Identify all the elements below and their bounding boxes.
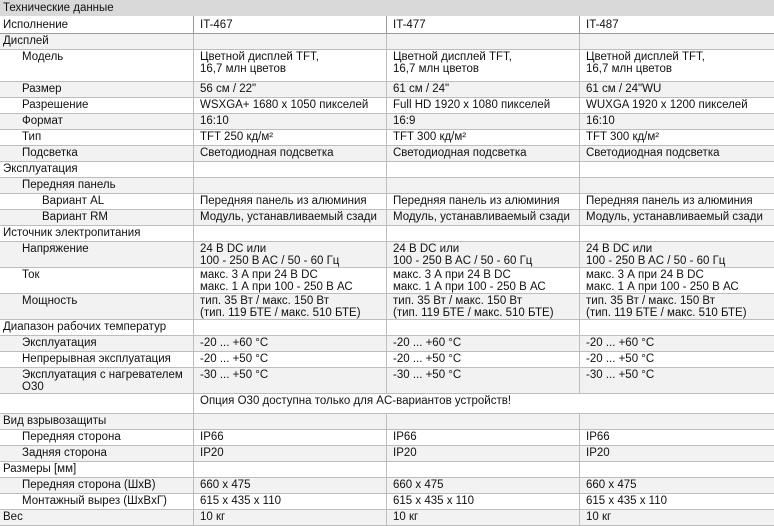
row-label: Эксплуатация: [0, 336, 194, 351]
row-value: макс. 3 А при 24 В DC макс. 1 А при 100 - 250 В АС: [586, 269, 739, 293]
row-value: IP66: [387, 430, 580, 445]
table-row: [0, 114, 774, 130]
table-row: [0, 146, 774, 162]
row-value: IP20: [586, 447, 610, 459]
row-label: Ток: [0, 268, 194, 293]
table-row: [0, 352, 774, 368]
row-label: Мощность: [0, 294, 194, 319]
row-value: 24 B DC или 100 - 250 B AC / 50 - 60 Гц: [586, 243, 726, 267]
row-label: Задняя сторона: [0, 446, 194, 461]
row-value: IP20: [194, 446, 387, 461]
row-value: [580, 414, 774, 429]
row-value: [387, 414, 580, 429]
row-value: [580, 320, 774, 335]
table-row: [0, 82, 774, 98]
row-value: Светодиодная подсветка: [387, 146, 580, 161]
row-value: тип. 35 Вт / макс. 150 Вт (тип. 119 БТЕ / макс. 510 БТЕ): [586, 295, 747, 319]
table-row: [0, 320, 774, 336]
row-value: [194, 462, 387, 477]
row-label: Вариант RM: [0, 210, 194, 225]
row-value: 24 B DC или 100 - 250 B AC / 50 - 60 Гц: [194, 242, 387, 267]
row-value: IP66: [586, 431, 610, 443]
row-label: Разрешение: [0, 98, 194, 113]
row-value: Модуль, устанавливаемый сзади: [194, 210, 387, 225]
table-row: [0, 210, 774, 226]
row-value: 615 x 435 x 110: [194, 494, 387, 509]
row-value: -20 ... +50 °C: [194, 352, 387, 367]
row-value: 16:10: [194, 114, 387, 129]
row-value: [580, 226, 774, 241]
row-note: Опция O30 доступна только для AC-вариантов устройств!: [200, 395, 512, 407]
row-value: [194, 226, 387, 241]
row-value: 16:10: [586, 115, 615, 127]
header-model-2: IT-477: [387, 16, 580, 33]
table-body: [0, 34, 774, 526]
row-value: 660 x 475: [194, 478, 387, 493]
row-value: Цветной дисплей TFT, 16,7 млн цветов: [194, 50, 387, 81]
row-value: Передняя панель из алюминия: [586, 195, 753, 207]
table-row: [0, 394, 774, 414]
row-value: Передняя панель из алюминия: [194, 194, 387, 209]
row-value: [580, 162, 774, 177]
table-row: [0, 178, 774, 194]
table-row: [0, 34, 774, 50]
row-value: TFT 300 кд/м²: [387, 130, 580, 145]
table-row: [0, 368, 774, 394]
row-label: Непрерывная эксплуатация: [0, 352, 194, 367]
row-value: 10 кг: [586, 511, 612, 523]
row-value: TFT 250 кд/м²: [194, 130, 387, 145]
row-value: макс. 3 А при 24 В DC макс. 1 А при 100 - 250 В АС: [387, 268, 580, 293]
row-label: Передняя сторона (ШxВ): [0, 478, 194, 493]
row-label: Формат: [0, 114, 194, 129]
header-model-1: IT-467: [194, 16, 387, 33]
row-label: Передняя панель: [0, 178, 194, 193]
row-value: [387, 320, 580, 335]
row-value: Передняя панель из алюминия: [387, 194, 580, 209]
table-row: [0, 50, 774, 82]
table-row: [0, 446, 774, 462]
row-value: [580, 178, 774, 193]
table-row: [0, 226, 774, 242]
row-value: Full HD 1920 x 1080 пикселей: [387, 98, 580, 113]
row-value: Модуль, устанавливаемый сзади: [387, 210, 580, 225]
row-label: Передняя сторона: [0, 430, 194, 445]
row-value: WSXGA+ 1680 x 1050 пикселей: [194, 98, 387, 113]
row-value: [387, 162, 580, 177]
table-row: [0, 268, 774, 294]
row-value: [387, 178, 580, 193]
row-value: IP20: [387, 446, 580, 461]
table-row: [0, 162, 774, 178]
row-label: Напряжение: [0, 242, 194, 267]
row-value: [387, 462, 580, 477]
row-value: [580, 462, 774, 477]
row-value: [194, 162, 387, 177]
row-value: [387, 226, 580, 241]
header-model-3: IT-487: [586, 19, 619, 31]
row-value: Цветной дисплей TFT, 16,7 млн цветов: [387, 50, 580, 81]
table-row: [0, 430, 774, 446]
table-row: [0, 130, 774, 146]
row-value: Модуль, устанавливаемый сзади: [586, 211, 763, 223]
row-value: -30 ... +50 °C: [194, 368, 387, 393]
row-value: 24 B DC или 100 - 250 B AC / 50 - 60 Гц: [387, 242, 580, 267]
row-value: [580, 34, 774, 49]
row-label: Эксплуатация: [0, 162, 194, 177]
row-value: -20 ... +50 °C: [387, 352, 580, 367]
row-label: Дисплей: [0, 34, 194, 49]
row-label: Вес: [0, 510, 194, 525]
table-row: [0, 494, 774, 510]
row-value: 615 x 435 x 110: [387, 494, 580, 509]
row-label: Эксплуатация с нагревателем O30: [0, 368, 194, 393]
row-value: [194, 34, 387, 49]
row-value: Светодиодная подсветка: [194, 146, 387, 161]
row-value: Цветной дисплей TFT, 16,7 млн цветов: [586, 51, 705, 75]
table-row: [0, 194, 774, 210]
row-label: Источник электропитания: [0, 226, 194, 241]
row-label: Размеры [мм]: [0, 462, 194, 477]
row-label: Модель: [0, 50, 194, 81]
row-value: 615 x 435 x 110: [586, 495, 667, 507]
row-label: Размер: [0, 82, 194, 97]
row-value: IP66: [194, 430, 387, 445]
row-value: -20 ... +60 °C: [586, 337, 655, 349]
section-title: Технические данные: [0, 0, 774, 16]
row-value: TFT 300 кд/м²: [586, 131, 660, 143]
row-label: Вид взрывозащиты: [0, 414, 194, 429]
row-label: Подсветка: [0, 146, 194, 161]
row-value: -30 ... +50 °C: [586, 369, 655, 381]
row-value: -30 ... +50 °C: [387, 368, 580, 393]
row-value: -20 ... +50 °C: [586, 353, 655, 365]
row-value: [194, 414, 387, 429]
row-value: 660 x 475: [586, 479, 637, 491]
row-value: 56 см / 22": [194, 82, 387, 97]
row-value: тип. 35 Вт / макс. 150 Вт (тип. 119 БТЕ / макс. 510 БТЕ): [194, 294, 387, 319]
table-row: [0, 462, 774, 478]
row-value: 10 кг: [194, 510, 387, 525]
row-value: -20 ... +60 °C: [387, 336, 580, 351]
table-row: [0, 98, 774, 114]
table-row: [0, 478, 774, 494]
header-label: Исполнение: [0, 16, 194, 33]
row-value: 10 кг: [387, 510, 580, 525]
row-value: макс. 3 А при 24 В DC макс. 1 А при 100 - 250 В АС: [194, 268, 387, 293]
row-value: [194, 178, 387, 193]
row-value: 61 см / 24": [387, 82, 580, 97]
row-label: Монтажный вырез (ШxВxГ): [0, 494, 194, 509]
row-value: WUXGA 1920 x 1200 пикселей: [586, 99, 748, 111]
table-row: [0, 414, 774, 430]
row-label: [0, 394, 194, 413]
row-value: [194, 320, 387, 335]
row-value: 16:9: [387, 114, 580, 129]
row-label: Тип: [0, 130, 194, 145]
row-value: 660 x 475: [387, 478, 580, 493]
header-row: [0, 16, 774, 34]
row-label: Вариант AL: [0, 194, 194, 209]
row-value: Светодиодная подсветка: [586, 147, 720, 159]
table-row: [0, 336, 774, 352]
table-row: [0, 510, 774, 526]
row-value: 61 см / 24"WU: [586, 83, 662, 95]
table-row: [0, 242, 774, 268]
row-label: Диапазон рабочих температур: [0, 320, 194, 335]
row-value: [387, 34, 580, 49]
table-row: [0, 294, 774, 320]
row-value: тип. 35 Вт / макс. 150 Вт (тип. 119 БТЕ / макс. 510 БТЕ): [387, 294, 580, 319]
row-value: -20 ... +60 °C: [194, 336, 387, 351]
